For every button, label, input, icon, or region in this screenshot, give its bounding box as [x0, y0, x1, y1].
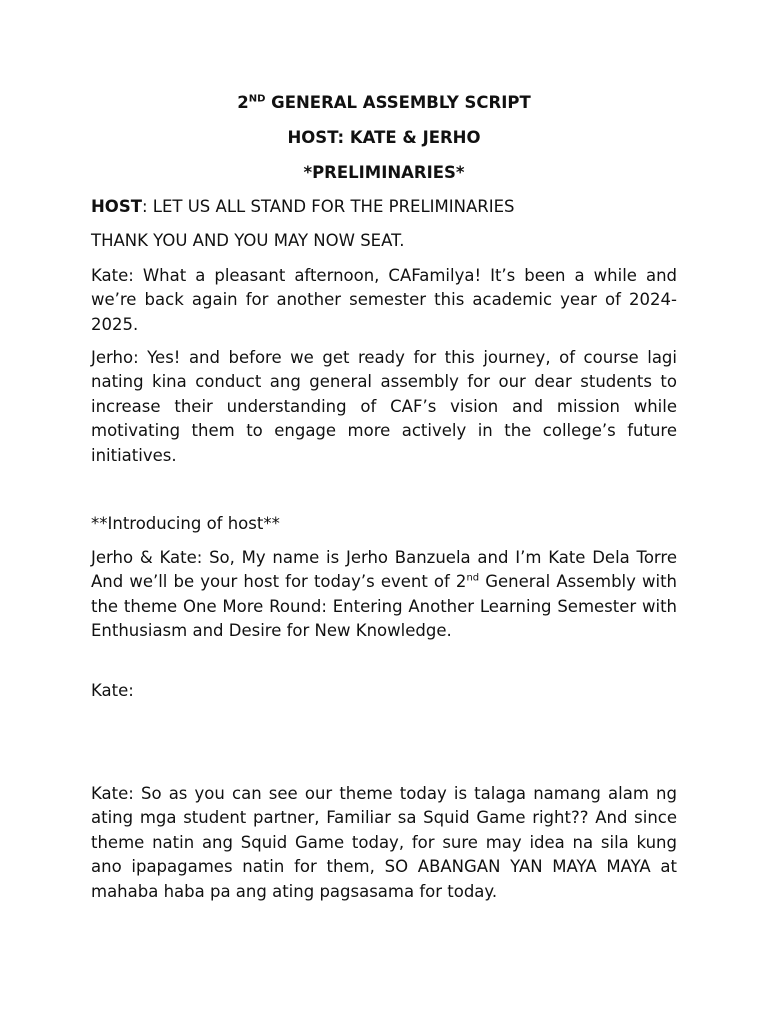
jerho-paragraph-1: Jerho: Yes! and before we get ready for this journey, of course lagi nating kina conduct ang general assembly for our dear students to increase their understanding of CAF’s vision and mission while motivating them to engage more actively in the college’s future initiatives.	[91, 348, 677, 465]
host-line: HOST: KATE & JERHO	[287, 128, 481, 147]
kate-paragraph-2: Kate: So as you can see our theme today is talaga namang alam ng ating mga student partner, Familiar sa Squid Game right?? And since theme natin ang Squid Game today, for sure may idea na sila kung ano ipapagames natin for them, SO ABANGAN YAN MAYA MAYA at mahaba haba pa ang ating pagsasama for today.	[91, 784, 677, 901]
host-label: HOST	[91, 197, 142, 216]
document-title	[0, 93, 768, 113]
kate-empty-line: Kate:	[91, 681, 134, 700]
intro-text-before: Jerho & Kate: So, My name is Jerho Banzuela and I’m Kate Dela Torre And we’ll be your host for today’s event of 2	[91, 548, 677, 592]
title-ordinal-number: 2	[237, 93, 249, 112]
title-ordinal-suffix: ND	[248, 93, 266, 105]
section-heading: *PRELIMINARIES*	[303, 163, 465, 182]
host-instruction-text: : LET US ALL STAND FOR THE PRELIMINARIES	[141, 197, 515, 216]
intro-heading: **Introducing of host**	[91, 514, 280, 533]
kate-paragraph-1: Kate: What a pleasant afternoon, CAFamilya! It’s been a while and we’re back again for another semester this academic year of 2024-2025.	[91, 266, 677, 334]
title-text: GENERAL ASSEMBLY SCRIPT	[265, 93, 531, 112]
intro-paragraph	[91, 546, 677, 644]
thank-you-line: THANK YOU AND YOU MAY NOW SEAT.	[91, 231, 405, 250]
intro-superscript: nd	[466, 572, 480, 584]
host-instruction	[91, 195, 677, 219]
intro-text-after: General Assembly with the theme One More Round: Entering Another Learning Semester with Enthusiasm and Desire for New Knowledge.	[91, 572, 678, 641]
